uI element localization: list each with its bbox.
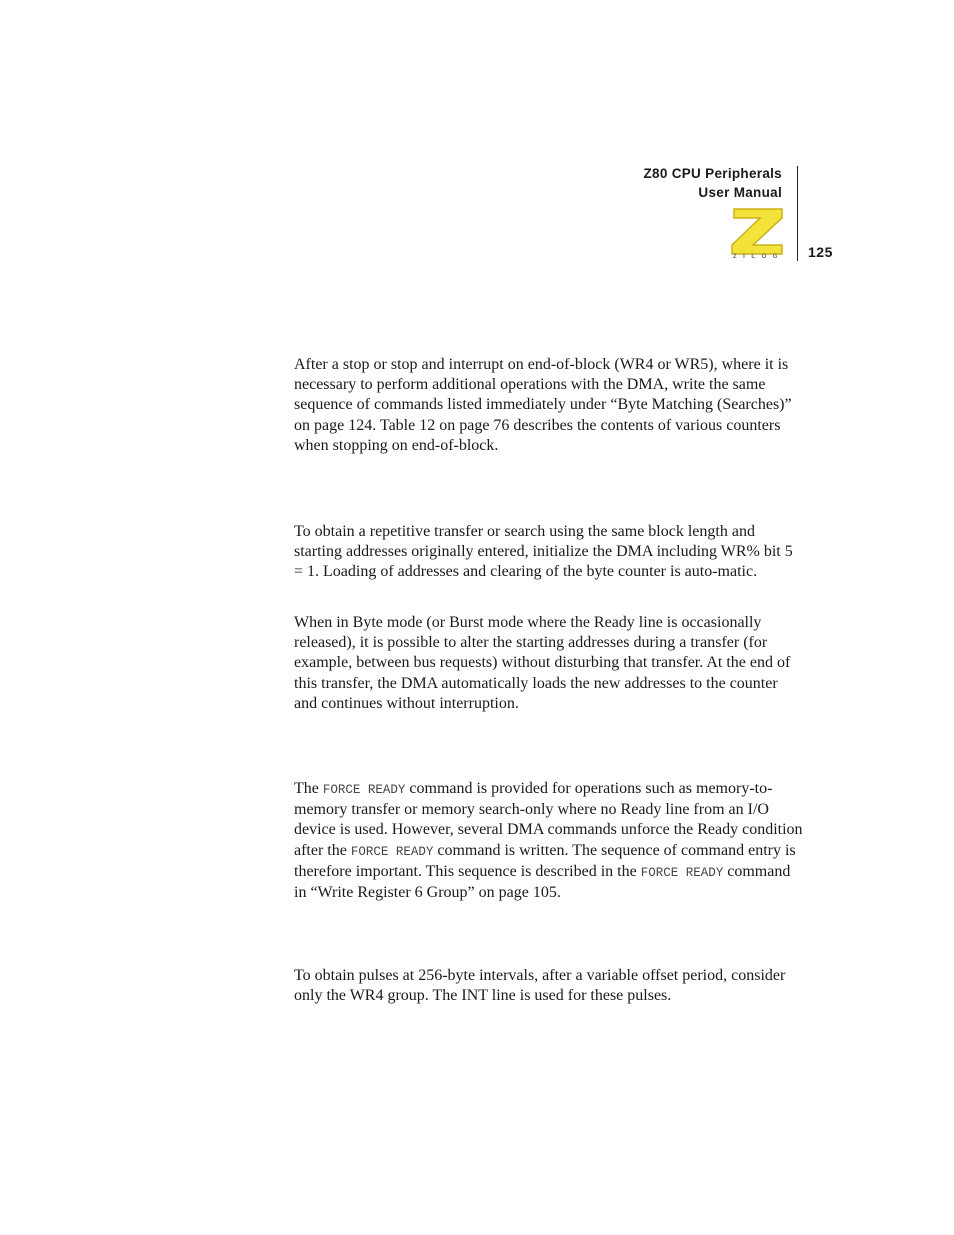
text-span: command in “Write Register 6 Group” on page 105. <box>294 862 791 902</box>
paragraph-end-of-block: After a stop or stop and interrupt on end-of-block (WR4 or WR5), where it is necessary to perform additional operations with the DMA, write the same sequence of commands listed immediately under “Byte Matching (Searches)” on page 124. Table 12 on page 76 describes the contents of various counters when stopping on end-of-block. <box>294 356 792 454</box>
header-divider <box>797 166 798 261</box>
paragraph-force-ready <box>294 779 804 903</box>
code-force-ready: FORCE READY <box>322 783 406 797</box>
text-span: command is provided for operations such as memory-to-memory transfer or memory search-only where no Ready line from an I/O device is used. However, several DMA commands unforce the Ready condition after the <box>294 780 803 859</box>
paragraph-repetitive-transfer: To obtain a repetitive transfer or search using the same block length and starting addresses originally entered, initialize the DMA including WR% bit 5 = 1. Loading of addresses and clearing of the byte counter is auto-matic. <box>294 523 793 581</box>
text-span: The <box>294 780 323 797</box>
manual-title-line1: Z80 CPU Peripherals <box>643 166 782 181</box>
running-header <box>643 164 782 202</box>
code-force-ready: FORCE READY <box>640 865 724 880</box>
logo-wordmark: ZILOG <box>733 254 784 260</box>
page-number: 125 <box>808 244 833 260</box>
code-force-ready: FORCE READY <box>350 844 434 859</box>
paragraph-pulses: To obtain pulses at 256-byte intervals, after a variable offset period, consider only the WR4 group. The INT line is used for these pulses. <box>294 967 786 1005</box>
text-span: command is written. The sequence of command entry is therefore important. This sequence is described in the <box>294 841 796 880</box>
manual-title-line2: User Manual <box>698 185 782 200</box>
paragraph-byte-mode: When in Byte mode (or Burst mode where the Ready line is occasionally released), it is possible to alter the starting addresses during a transfer (for example, between bus requests) without disturbing that transfer. At the end of this transfer, the DMA automatically loads the new addresses to the counter and continues without interruption. <box>294 614 791 712</box>
